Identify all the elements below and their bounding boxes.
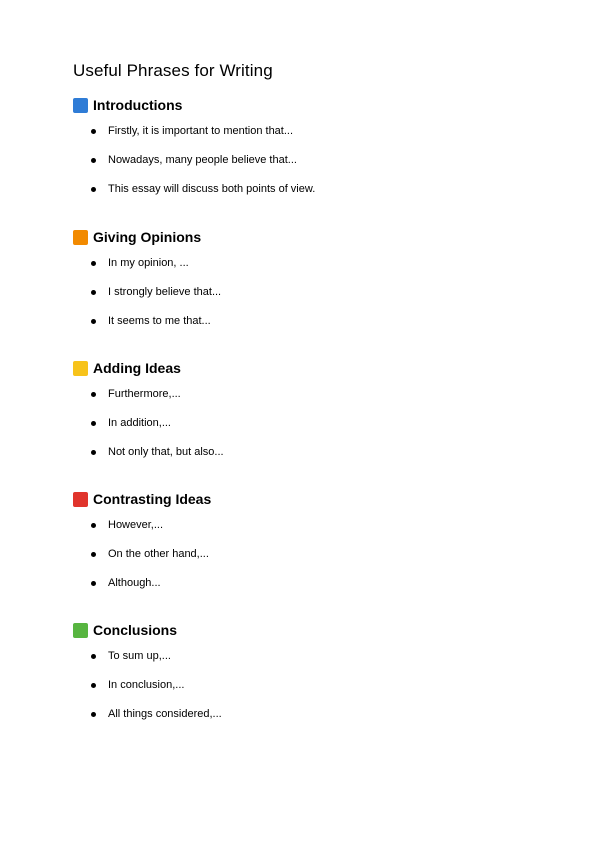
section-adding-ideas: [73, 359, 553, 459]
bullet-icon: [91, 261, 96, 266]
section-introductions: [73, 96, 553, 196]
bullet-icon: [91, 129, 96, 134]
list-item: [73, 124, 553, 138]
phrase-list: [73, 649, 553, 721]
list-item-text: In conclusion,...: [108, 679, 185, 691]
phrase-list: [73, 387, 553, 459]
bullet-icon: [91, 581, 96, 586]
phrase-list: [73, 518, 553, 590]
list-item: [73, 518, 553, 532]
bullet-icon: [91, 290, 96, 295]
bullet-icon: [91, 450, 96, 455]
bullet-icon: [91, 552, 96, 557]
list-item-text: Firstly, it is important to mention that...: [108, 125, 294, 137]
list-item-text: On the other hand,...: [108, 548, 209, 560]
section-heading-label: Conclusions: [93, 622, 178, 638]
orange-square-icon: [73, 230, 88, 245]
section-heading: [73, 96, 553, 114]
phrase-list: [73, 256, 553, 328]
list-item: [73, 387, 553, 401]
section-heading-label: Adding Ideas: [93, 360, 181, 376]
list-item: [73, 416, 553, 430]
bullet-icon: [91, 187, 96, 192]
section-heading: [73, 621, 553, 639]
list-item: [73, 445, 553, 459]
section-contrasting-ideas: [73, 490, 553, 590]
list-item: [73, 547, 553, 561]
list-item: [73, 678, 553, 692]
list-item-text: It seems to me that...: [108, 315, 211, 327]
section-heading: [73, 359, 553, 377]
list-item: [73, 182, 553, 196]
list-item-text: I strongly believe that...: [108, 286, 222, 298]
list-item-text: In addition,...: [108, 417, 171, 429]
list-item: [73, 314, 553, 328]
section-giving-opinions: [73, 228, 553, 328]
list-item-text: In my opinion, ...: [108, 257, 189, 269]
list-item: [73, 256, 553, 270]
list-item: [73, 576, 553, 590]
section-heading-label: Contrasting Ideas: [93, 491, 212, 507]
bullet-icon: [91, 158, 96, 163]
bullet-icon: [91, 392, 96, 397]
list-item-text: Not only that, but also...: [108, 446, 224, 458]
list-item-text: This essay will discuss both points of view.: [108, 183, 316, 195]
list-item-text: Furthermore,...: [108, 388, 181, 400]
list-item-text: To sum up,...: [108, 650, 171, 662]
section-heading: [73, 228, 553, 246]
red-square-icon: [73, 492, 88, 507]
list-item: [73, 153, 553, 167]
page-title: Useful Phrases for Writing: [73, 61, 273, 80]
bullet-icon: [91, 654, 96, 659]
section-heading-label: Introductions: [93, 97, 183, 113]
section-heading-label: Giving Opinions: [93, 229, 202, 245]
list-item-text: All things considered,...: [108, 708, 222, 720]
list-item: [73, 285, 553, 299]
yellow-square-icon: [73, 361, 88, 376]
bullet-icon: [91, 421, 96, 426]
bullet-icon: [91, 683, 96, 688]
list-item-text: However,...: [108, 519, 164, 531]
phrase-list: [73, 124, 553, 196]
blue-square-icon: [73, 98, 88, 113]
bullet-icon: [91, 712, 96, 717]
section-conclusions: [73, 621, 553, 721]
bullet-icon: [91, 523, 96, 528]
list-item: [73, 649, 553, 663]
green-square-icon: [73, 623, 88, 638]
list-item: [73, 707, 553, 721]
list-item-text: Nowadays, many people believe that...: [108, 154, 297, 166]
section-heading: [73, 490, 553, 508]
list-item-text: Although...: [108, 577, 161, 589]
bullet-icon: [91, 319, 96, 324]
